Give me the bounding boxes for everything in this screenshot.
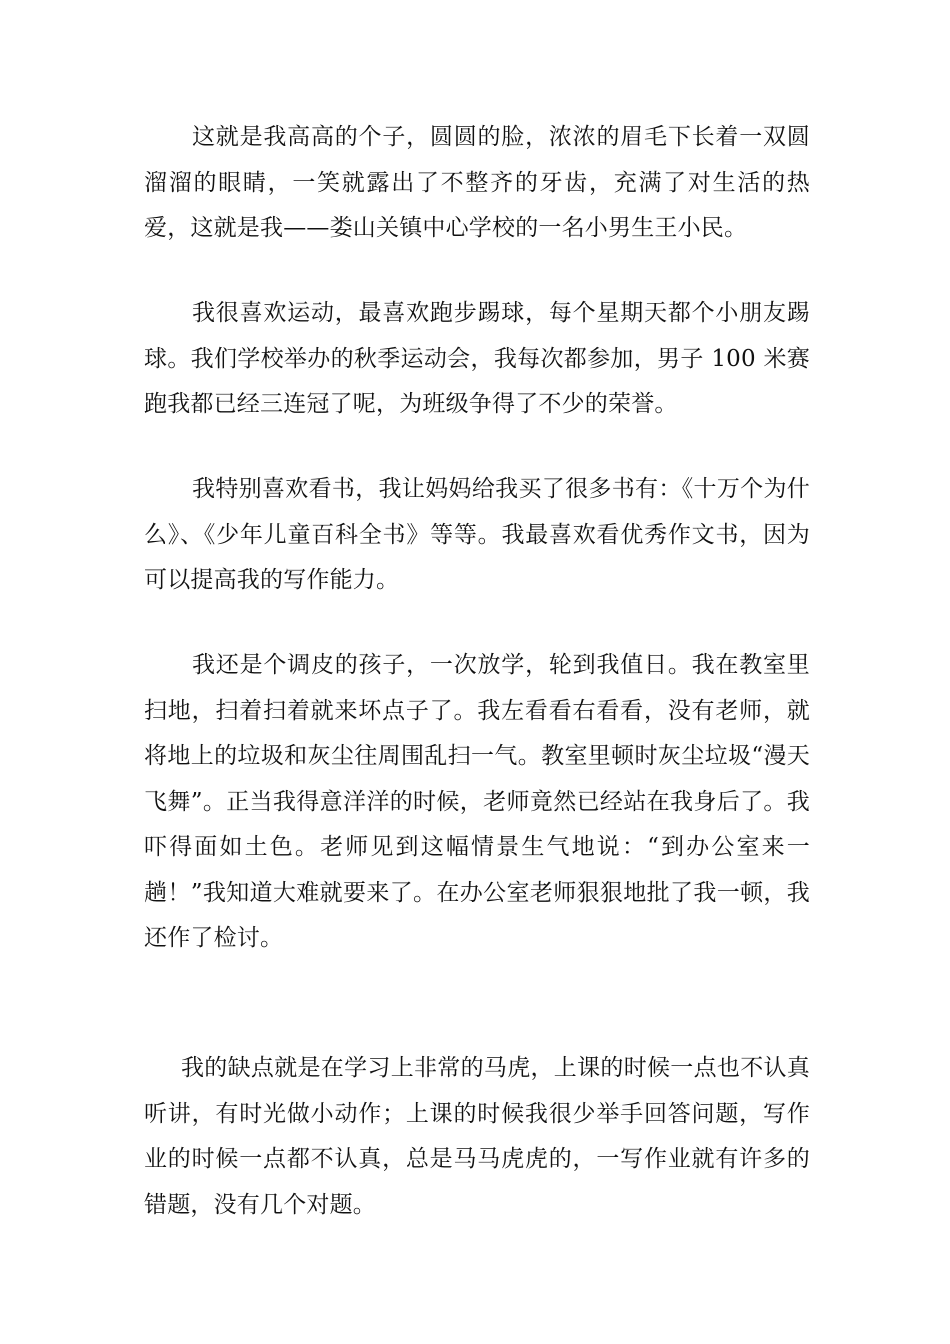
paragraph-self-description: 这就是我高高的个子，圆圆的脸，浓浓的眉毛下长着一双圆溜溜的眼睛，一笑就露出了不整齐的牙齿，充满了对生活的热爱，这就是我——娄山关镇中心学校的一名小男生王小民。 xyxy=(144,124,810,241)
paragraph-reading: 我特别喜欢看书，我让妈妈给我买了很多书有：《十万个为什么》、《少年儿童百科全书》等等。我最喜欢看优秀作文书，因为可以提高我的写作能力。 xyxy=(144,476,810,593)
paragraph-naughty-story: 我还是个调皮的孩子，一次放学，轮到我值日。我在教室里扫地，扫着扫着就来坏点子了。我左看看右看看，没有老师，就将地上的垃圾和灰尘往周围乱扫一气。教室里顿时灰尘垃圾“漫天飞舞”。正当我得意洋洋的时候，老师竟然已经站在我身后了。我吓得面如土色。老师见到这幅情景生气地说：“到办公室来一趟！”我知道大难就要来了。在办公室老师狠狠地批了我一顿，我还作了检讨。 xyxy=(144,652,810,951)
paragraph-sports: 我很喜欢运动，最喜欢跑步踢球，每个星期天都个小朋友踢球。我们学校举办的秋季运动会，我每次都参加，男子 100 米赛跑我都已经三连冠了呢，为班级争得了不少的荣誉。 xyxy=(144,300,810,417)
paragraph-shortcomings: 我的缺点就是在学习上非常的马虎，上课的时候一点也不认真听讲，有时光做小动作；上课的时候我很少举手回答问题，写作业的时候一点都不认真，总是马马虎虎的，一写作业就有许多的错题，没有几个对题。 xyxy=(144,1055,810,1218)
